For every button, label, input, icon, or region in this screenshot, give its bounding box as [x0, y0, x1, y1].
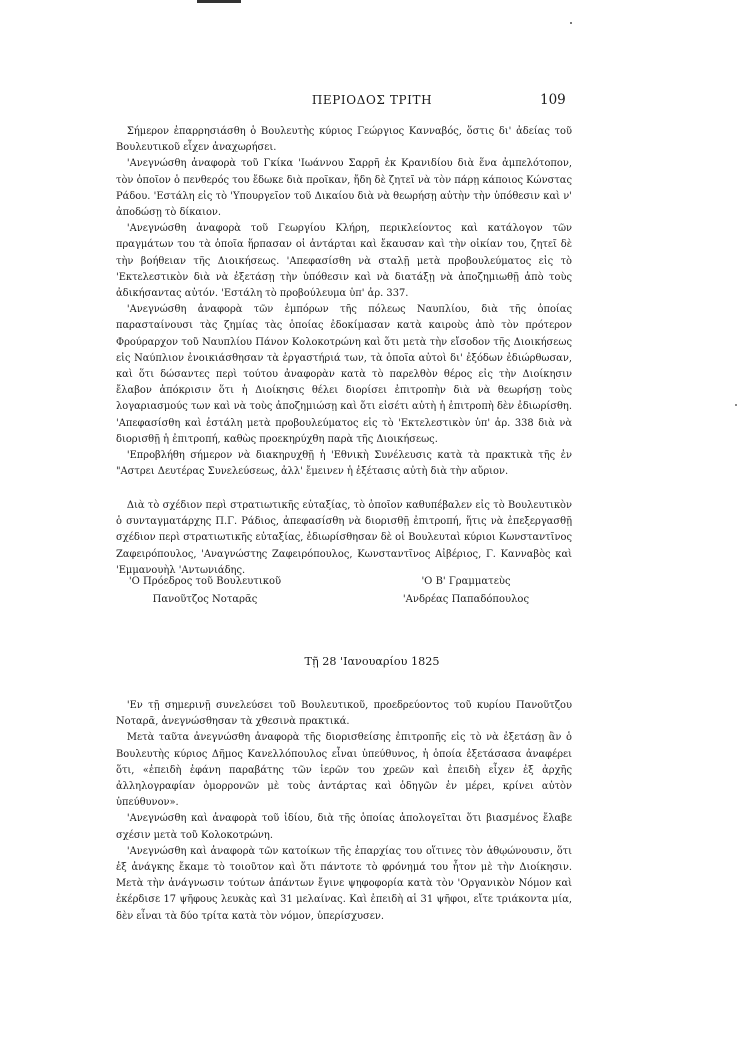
scan-artifact-dot — [735, 404, 737, 406]
secretary-signature — [372, 573, 560, 609]
paragraph: 'Ανεγνώσθη ἀναφορὰ τοῦ Γεωργίου Κλήρη, περικλείοντος καὶ κατάλογον τῶν πραγμάτων του τὰ ὁποῖα ἥρπασαν οἱ ἀντάρται καὶ ἔκαυσαν καὶ τὴν οἰκίαν του, ζητεῖ δὲ τὴν βοήθειαν τῆς Διοικήσεως. 'Απεφασίσθη νὰ σταλῇ μετὰ προβουλεύματος εἰς τὸ 'Εκτελεστικὸν διὰ νὰ ἐξετάσῃ τὴν ὑπόθεσιν καὶ νὰ διατάξῃ νὰ ἀποζημιωθῇ ἀπὸ τοὺς ἀδικήσαντας αὐτόν. 'Εστάλη τὸ προβούλευμα ὑπ' ἀρ. 337. — [116, 223, 572, 300]
paragraph: 'Ανεγνώσθη ἀναφορὰ τῶν ἐμπόρων τῆς πόλεως Ναυπλίου, διὰ τῆς ὁποίας παρασταίνουσι τὰς ζημίας τὰς ὁποίας ἐδοκίμασαν κατὰ καιροὺς ἀπὸ τὸν πρότερον Φρούραρχον τοῦ Ναυπλίου Πάνον Κολοκοτρώνη καὶ ὅτι μετὰ τὴν εἴσοδον τῆς Διοικήσεως εἰς Ναύπλιον ἐνοικιάσθησαν τὰ ἐργαστήριά των, τὰ ὁποῖα αὐτοὶ δι' ἐξόδων ἐδιώρθωσαν, καὶ ὅτι δώσαντες περὶ τούτου ἀναφορὰν κατὰ τὸ παρελθὸν θέρος εἰς τὴν Διοίκησιν ἔλαβον ἀπόκρισιν ὅτι ἡ Διοίκησις θέλει διορίσει ἐπιτροπὴν διὰ νὰ θεωρήσῃ τοὺς λογαριασμούς των καὶ νὰ τοὺς ἀποζημιώσῃ καὶ ὅτι εἰσέτι αὐτὴ ἡ ἐπιτροπὴ δὲν ἐδιωρίσθη. 'Απεφασίσθη καὶ ἐστάλη μετὰ προβουλεύματος εἰς τὸ 'Εκτελεστικὸν ὑπ' ἀρ. 338 διὰ νὰ διορισθῇ ἡ ἐπιτροπή, καθὼς προεκηρύχθη παρὰ τῆς Διοικήσεως. — [116, 304, 572, 445]
page-number: 109 — [540, 92, 566, 108]
scan-artifact-dot — [570, 22, 572, 24]
running-header: ΠΕΡΙΟΔΟΣ ΤΡΙΤΗ — [311, 93, 433, 107]
session-date-heading: Τῇ 28 'Ιανουαρίου 1825 — [304, 655, 440, 668]
signature-title: 'Ο Β' Γραμματεὺς — [421, 576, 511, 587]
signature-title: 'Ο Πρόεδρος τοῦ Βουλευτικοῦ — [128, 576, 282, 587]
signature-name: 'Ανδρέας Παπαδόπουλος — [402, 594, 530, 605]
session-2-text — [116, 498, 572, 579]
session-1-text — [116, 124, 572, 480]
signature-name: Πανοῦτζος Νοταρᾶς — [152, 594, 258, 605]
paragraph: Σήμερον ἐπαρρησιάσθη ὁ Βουλευτὴς κύριος Γεώργιος Κανναβός, ὅστις δι' ἀδείας τοῦ Βουλευτικοῦ εἶχεν ἀναχωρήσει. — [116, 126, 572, 154]
paragraph: Μετὰ ταῦτα ἀνεγνώσθη ἀναφορὰ τῆς διορισθείσης ἐπιτροπῆς εἰς τὸ νὰ ἐξετάσῃ ἂν ὁ Βουλευτὴς κύριος Δῆμος Κανελλόπουλος εἶναι ὑπεύθυνος, ἡ ὁποία ἐξετάσασα ἀναφέρει ὅτι, «ἐπειδὴ ἐφάνη παραβάτης τῶν ἱερῶν του χρεῶν καὶ ἐπειδὴ εἶχεν ἐξ ἀρχῆς ἀλληλογραφίαν ὁμορρονῶν μὲ τοὺς ἀντάρτας καὶ ὁδηγῶν ἐν μέρει, κρίνει αὐτὸν ὑπεύθυνον». — [116, 732, 572, 809]
paragraph: 'Εν τῇ σημερινῇ συνελεύσει τοῦ Βουλευτικοῦ, προεδρεύοντος τοῦ κυρίου Πανοῦτζου Νοταρᾶ, ἀνεγνώσθησαν τὰ χθεσινὰ πρακτικά. — [116, 700, 572, 728]
paragraph: Διὰ τὸ σχέδιον περὶ στρατιωτικῆς εὐταξίας, τὸ ὁποῖον καθυπέβαλεν εἰς τὸ Βουλευτικὸν ὁ συνταγματάρχης Π.Γ. Ράδιος, ἀπεφασίσθη νὰ διορισθῇ ἐπιτροπή, ἥτις νὰ ἐπεξεργασθῇ σχέδιον περὶ στρατιωτικῆς εὐταξίας, ἐδιωρίσθησαν δὲ οἱ Βουλευταὶ κύριοι Κωνσταντῖνος Ζαφειρόπουλος, 'Αναγνώστης Ζαφειρόπουλος, Κωνσταντῖνος Αἰβέριος, Γ. Κανναβὸς καὶ 'Εμμανουὴλ 'Αντωνιάδης. — [116, 500, 572, 576]
paragraph: 'Επροβλήθη σήμερον νὰ διακηρυχθῇ ἡ 'Εθνικὴ Συνέλευσις κατὰ τὰ πρακτικὰ τῆς ἐν "Αστρει Δευτέρας Συνελεύσεως, ἀλλ' ἔμεινεν ἡ ἐξέτασις αὐτὴ διὰ τὴν αὔριον. — [116, 450, 572, 478]
scan-artifact-mark — [197, 0, 241, 3]
president-signature — [116, 573, 294, 609]
paragraph: 'Ανεγνώσθη ἀναφορὰ τοῦ Γκίκα 'Ιωάννου Σαρρῆ ἐκ Κρανιδίου διὰ ἕνα ἀμπελότοπον, τὸν ὁποῖον ὁ πενθερός του ἔδωκε διὰ προῖκαν, ἤδη δὲ ζητεῖ νὰ τὸν πάρῃ κάποιος Κώνστας Ράδου. 'Εστάλη εἰς τὸ 'Υπουργεῖον τοῦ Δικαίου διὰ νὰ θεωρήσῃ αὐτὴν τὴν ὑπόθεσιν καὶ ν' ἀποδώσῃ τὸ δίκαιον. — [116, 158, 572, 219]
paragraph: 'Ανεγνώσθη καὶ ἀναφορὰ τοῦ ἰδίου, διὰ τῆς ὁποίας ἀπολογεῖται ὅτι βιασμένος ἔλαβε σχέσιν μετὰ τοῦ Κολοκοτρώνη. — [116, 813, 572, 841]
session-3-text — [116, 698, 572, 925]
paragraph: 'Ανεγνώσθη καὶ ἀναφορὰ τῶν κατοίκων τῆς ἐπαρχίας του οἵτινες τὸν ἀθῳώνουσιν, ὅτι ἐξ ἀνάγκης ἔκαμε τὸ τοιοῦτον καὶ ὅτι πάντοτε τὸ φρόνημά του ἦτον μὲ τὴν Διοίκησιν. Μετὰ τὴν ἀνάγνωσιν τούτων ἁπάντων ἔγινε ψηφοφορία κατὰ τὸν 'Οργανικὸν Νόμον καὶ ἐκέρδισε 17 ψῆφους λευκὰς καὶ 31 μελαίνας. Καὶ ἐπειδὴ αἱ 31 ψῆφοι, εἴτε τριάκοντα μία, δὲν εἶναι τὰ δύο τρίτα κατὰ τὸν νόμον, ὑπερίσχυσεν. — [116, 845, 572, 922]
